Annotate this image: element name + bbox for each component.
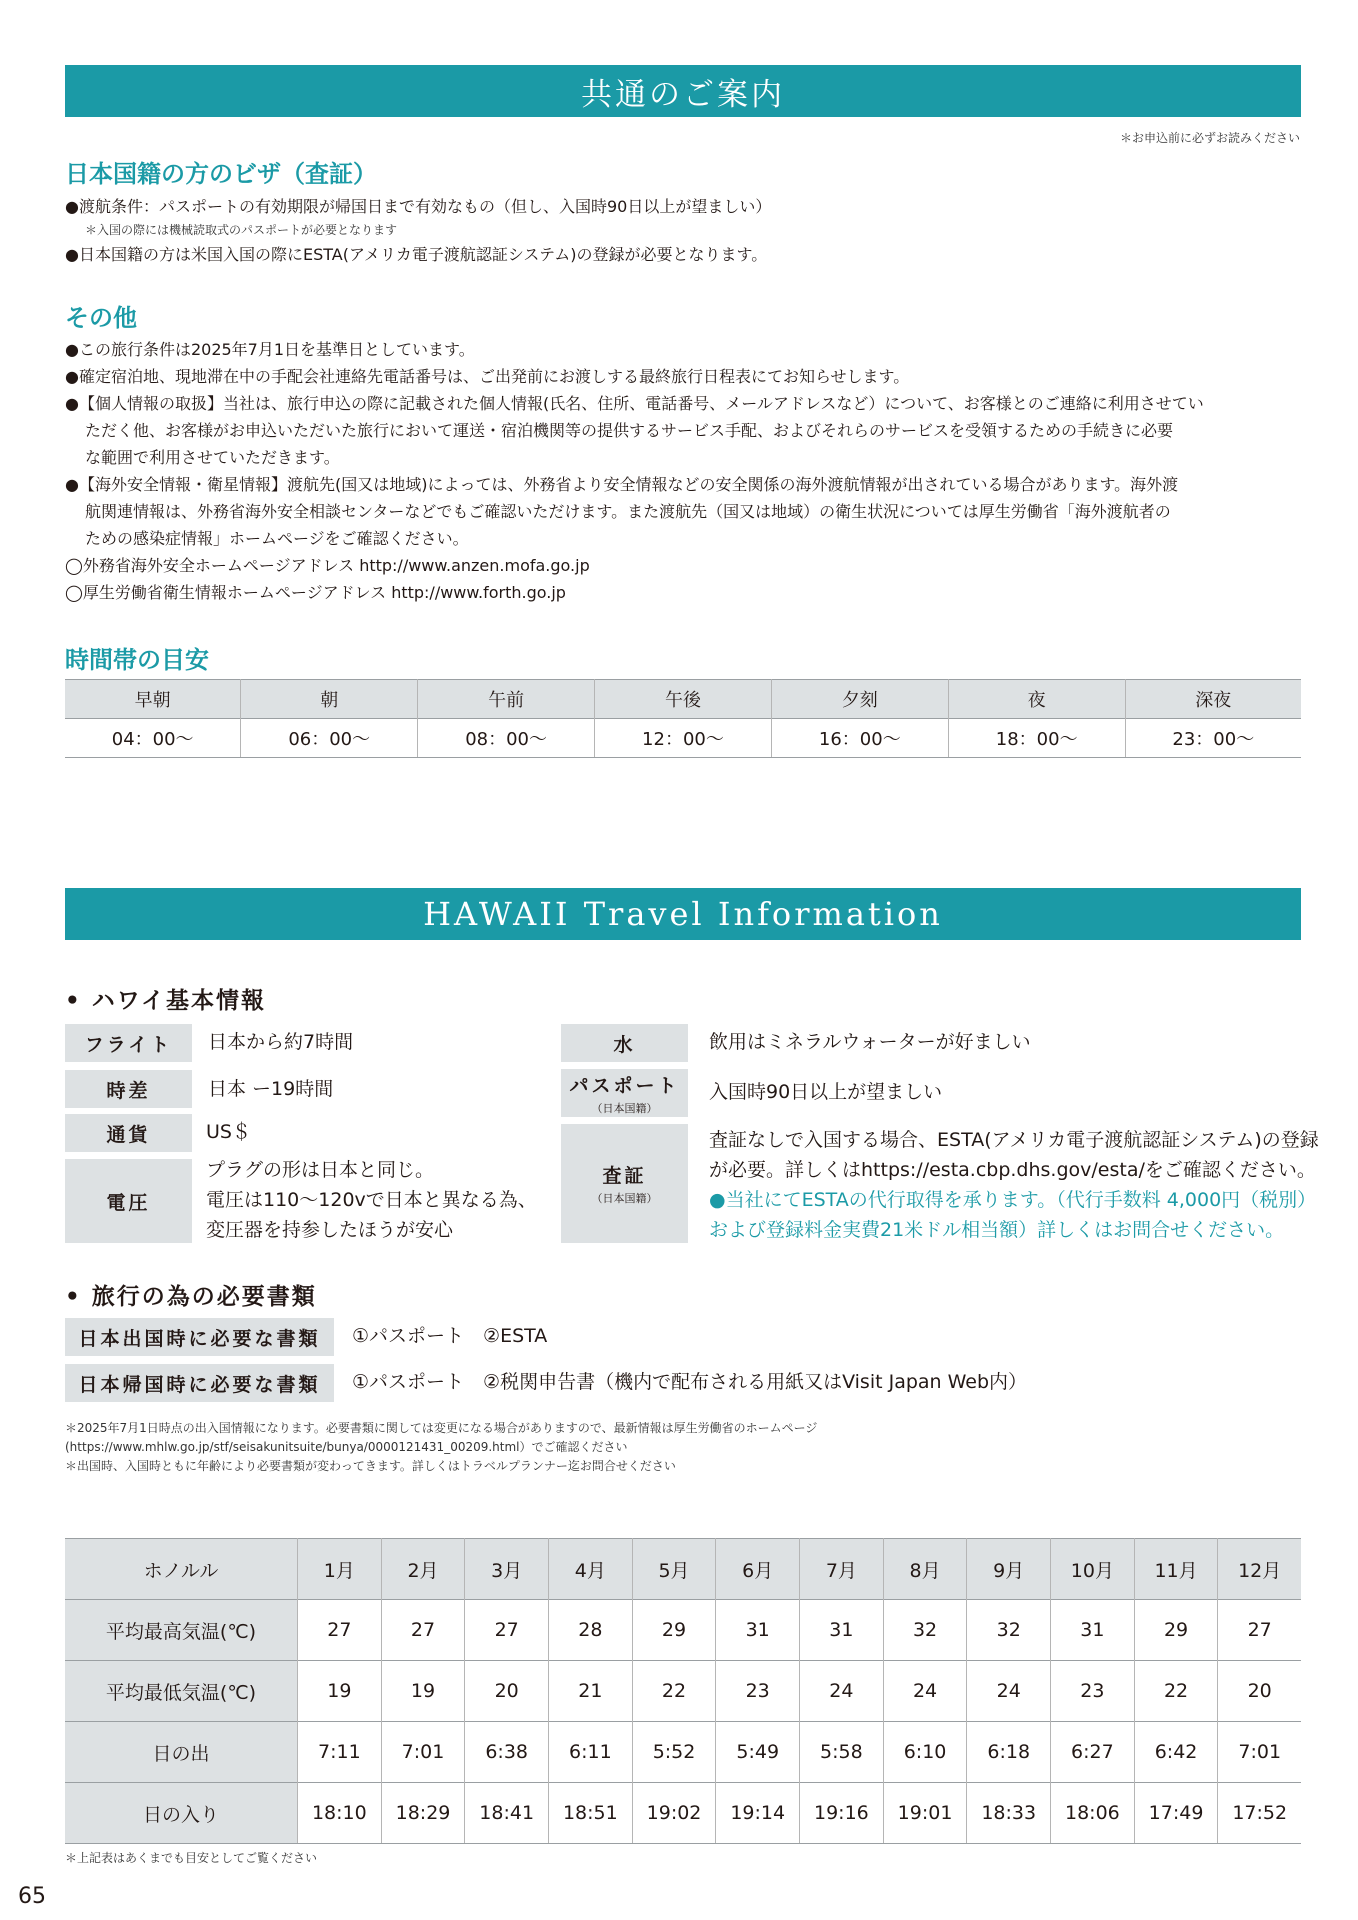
water-label-text: 水 <box>613 1033 636 1056</box>
other-heading: その他 <box>65 303 137 332</box>
climate-header-row <box>65 1539 1301 1600</box>
climate-row-max-temp <box>65 1600 1301 1661</box>
month-header-cell: 2月 <box>381 1539 465 1600</box>
climate-cell: 31 <box>716 1600 800 1661</box>
climate-cell: 19:01 <box>883 1783 967 1844</box>
documents-notes <box>65 1419 817 1476</box>
visa-line-2: が必要。詳しくはhttps://esta.cbp.dhs.gov/esta/をご確認ください。 <box>709 1159 1316 1181</box>
climate-footnote: ＊上記表はあくまでも目安としてご覧ください <box>65 1851 318 1865</box>
row-label: 日の入り <box>65 1783 298 1844</box>
climate-cell: 19:14 <box>716 1783 800 1844</box>
flight-value: 日本から約7時間 <box>208 1031 354 1053</box>
basic-info-heading: • ハワイ基本情報 <box>65 988 267 1014</box>
documents-note-3: ＊出国時、入国時ともに年齢により必要書類が変わってきます。詳しくはトラベルプランナー迄お問合せください <box>65 1459 676 1473</box>
water-label <box>561 1024 688 1062</box>
month-header-cell: 9月 <box>967 1539 1051 1600</box>
time-value-cell: 04：00〜 <box>65 719 241 758</box>
visa-value <box>709 1125 1319 1245</box>
visa-label-text: 査証 <box>602 1165 647 1187</box>
time-label-cell: 朝 <box>241 680 418 719</box>
climate-cell: 32 <box>883 1600 967 1661</box>
month-header-cell: 12月 <box>1218 1539 1301 1600</box>
climate-cell: 17:52 <box>1218 1783 1301 1844</box>
water-value: 飲用はミネラルウォーターが好ましい <box>709 1031 1031 1053</box>
time-label-cell: 夜 <box>948 680 1125 719</box>
time-value-cell: 08：00〜 <box>418 719 595 758</box>
departure-docs-label <box>65 1318 334 1356</box>
visa-label <box>561 1124 688 1243</box>
currency-label-text: 通貨 <box>106 1123 151 1146</box>
climate-cell: 18:41 <box>465 1783 549 1844</box>
return-docs-label <box>65 1364 334 1402</box>
esta-service-line-1: ●当社にてESTAの代行取得を承ります。（代行手数料 4,000円（税別） <box>709 1189 1317 1211</box>
page-number: 65 <box>18 1884 46 1909</box>
time-value-cell: 12：00〜 <box>595 719 772 758</box>
climate-cell: 21 <box>549 1661 633 1722</box>
month-header-cell: 7月 <box>800 1539 884 1600</box>
voltage-line-2: 電圧は110〜120vで日本と異なる為、 <box>206 1189 537 1211</box>
voltage-value <box>206 1155 537 1245</box>
other-item-4 <box>65 471 1305 552</box>
climate-cell: 6:38 <box>465 1722 549 1783</box>
climate-cell: 24 <box>883 1661 967 1722</box>
climate-cell: 20 <box>465 1661 549 1722</box>
visa-item-1-note: ＊入国の際には機械読取式のパスポートが必要となります <box>85 223 398 237</box>
other-item-3-line-3: な範囲で利用させていただきます。 <box>85 448 340 467</box>
month-header-cell: 10月 <box>1051 1539 1135 1600</box>
climate-cell: 6:10 <box>883 1722 967 1783</box>
mofa-url-item: ◯外務省海外安全ホームページアドレス http://www.anzen.mofa.go.jp <box>65 556 590 575</box>
climate-cell: 6:11 <box>549 1722 633 1783</box>
climate-cell: 18:10 <box>298 1783 382 1844</box>
climate-cell: 29 <box>1134 1600 1218 1661</box>
time-value-cell: 06：00〜 <box>241 719 418 758</box>
row-label: 平均最低気温(℃) <box>65 1661 298 1722</box>
climate-cell: 24 <box>800 1661 884 1722</box>
month-header-cell: 11月 <box>1134 1539 1218 1600</box>
row-label: 日の出 <box>65 1722 298 1783</box>
other-item-3-line-1: ●【個人情報の取扱】当社は、旅行申込の際に記載された個人情報(氏名、住所、電話番号、メールアドレスなど）について、お客様とのご連絡に利用させてい <box>65 394 1204 413</box>
hawaii-section-title: HAWAII Travel Information <box>65 888 1301 940</box>
flight-label <box>65 1024 192 1062</box>
voltage-label <box>65 1159 192 1243</box>
time-label-row <box>65 680 1301 719</box>
visa-heading: 日本国籍の方のビザ（査証） <box>65 159 377 188</box>
passport-label-sub: （日本国籍） <box>591 1101 658 1115</box>
climate-cell: 23 <box>1051 1661 1135 1722</box>
climate-cell: 5:49 <box>716 1722 800 1783</box>
climate-cell: 32 <box>967 1600 1051 1661</box>
climate-cell: 28 <box>549 1600 633 1661</box>
time-label-cell: 深夜 <box>1125 680 1301 719</box>
timediff-label <box>65 1070 192 1108</box>
flight-label-text: フライト <box>84 1033 173 1056</box>
documents-heading: • 旅行の為の必要書類 <box>65 1284 317 1310</box>
climate-cell: 18:33 <box>967 1783 1051 1844</box>
time-value-cell: 23：00〜 <box>1125 719 1301 758</box>
climate-cell: 19:16 <box>800 1783 884 1844</box>
time-value-cell: 16：00〜 <box>771 719 948 758</box>
other-item-3-line-2: ただく他、お客様がお申込いただいた旅行において運送・宿泊機関等の提供するサービス手配、およびそれらのサービスを受領するための手続きに必要 <box>85 421 1174 440</box>
esta-service-line-2: および登録料金実費21米ドル相当額）詳しくはお問合せください。 <box>709 1219 1285 1241</box>
climate-cell: 20 <box>1218 1661 1301 1722</box>
climate-cell: 19:02 <box>632 1783 716 1844</box>
currency-value: US＄ <box>206 1121 251 1143</box>
time-heading: 時間帯の目安 <box>65 645 209 674</box>
climate-cell: 6:18 <box>967 1722 1051 1783</box>
passport-label-text: パスポート <box>569 1074 680 1097</box>
currency-label <box>65 1114 192 1152</box>
climate-cell: 5:52 <box>632 1722 716 1783</box>
climate-cell: 27 <box>381 1600 465 1661</box>
voltage-line-1: プラグの形は日本と同じ。 <box>206 1159 435 1181</box>
passport-label <box>561 1069 688 1117</box>
departure-docs-label-text: 日本出国時に必要な書類 <box>78 1327 321 1350</box>
timediff-value: 日本 ー19時間 <box>208 1078 334 1100</box>
return-docs-value: ①パスポート ②税関申告書（機内で配布される用紙又はVisit Japan Web内） <box>352 1371 1028 1393</box>
climate-cell: 18:06 <box>1051 1783 1135 1844</box>
climate-cell: 7:11 <box>298 1722 382 1783</box>
other-item-4-line-1: ●【海外安全情報・衛星情報】渡航先(国又は地域)によっては、外務省より安全情報などの安全関係の海外渡航情報が出されている場合があります。海外渡 <box>65 475 1179 494</box>
climate-cell: 19 <box>298 1661 382 1722</box>
time-table <box>65 679 1301 758</box>
time-value-cell: 18：00〜 <box>948 719 1125 758</box>
read-before-note: ＊お申込前に必ずお読みください <box>1119 131 1300 145</box>
month-header-cell: 8月 <box>883 1539 967 1600</box>
visa-line-1: 査証なしで入国する場合、ESTA(アメリカ電子渡航認証システム)の登録 <box>709 1129 1319 1151</box>
common-section-title: 共通のご案内 <box>65 65 1301 117</box>
time-label-cell: 早朝 <box>65 680 241 719</box>
time-label-cell: 午後 <box>595 680 772 719</box>
time-value-row <box>65 719 1301 758</box>
documents-note-2: (https://www.mhlw.go.jp/stf/seisakunitsuite/bunya/0000121431_00209.html）でご確認ください <box>65 1440 628 1454</box>
climate-cell: 6:42 <box>1134 1722 1218 1783</box>
climate-cell: 19 <box>381 1661 465 1722</box>
other-list <box>65 336 1305 606</box>
climate-cell: 18:29 <box>381 1783 465 1844</box>
mhlw-url-item: ◯厚生労働省衛生情報ホームページアドレス http://www.forth.go.jp <box>65 583 566 602</box>
other-item-3 <box>65 390 1305 471</box>
climate-cell: 22 <box>1134 1661 1218 1722</box>
passport-value: 入国時90日以上が望ましい <box>709 1081 943 1103</box>
climate-cell: 31 <box>800 1600 884 1661</box>
climate-cell: 6:27 <box>1051 1722 1135 1783</box>
timediff-label-text: 時差 <box>106 1079 151 1102</box>
climate-cell: 17:49 <box>1134 1783 1218 1844</box>
month-header-cell: 5月 <box>632 1539 716 1600</box>
climate-row-sunset <box>65 1783 1301 1844</box>
other-item-4-line-2: 航関連情報は、外務省海外安全相談センターなどでもご確認いただけます。また渡航先（国又は地域）の衛生状況については厚生労働省「海外渡航者の <box>85 502 1171 521</box>
climate-cell: 7:01 <box>381 1722 465 1783</box>
departure-docs-value: ①パスポート ②ESTA <box>352 1325 548 1347</box>
climate-cell: 27 <box>298 1600 382 1661</box>
visa-label-sub: （日本国籍） <box>591 1192 658 1205</box>
climate-cell: 5:58 <box>800 1722 884 1783</box>
voltage-line-3: 変圧器を持参したほうが安心 <box>206 1219 454 1241</box>
climate-cell: 29 <box>632 1600 716 1661</box>
voltage-label-text: 電圧 <box>106 1191 151 1214</box>
return-docs-label-text: 日本帰国時に必要な書類 <box>78 1373 321 1396</box>
other-item-2: ●確定宿泊地、現地滞在中の手配会社連絡先電話番号は、ご出発前にお渡しする最終旅行日程表にてお知らせします。 <box>65 367 910 386</box>
climate-cell: 27 <box>1218 1600 1301 1661</box>
month-header-cell: 3月 <box>465 1539 549 1600</box>
climate-row-min-temp <box>65 1661 1301 1722</box>
climate-cell: 18:51 <box>549 1783 633 1844</box>
climate-cell: 23 <box>716 1661 800 1722</box>
climate-cell: 24 <box>967 1661 1051 1722</box>
time-label-cell: 午前 <box>418 680 595 719</box>
documents-note-1: ＊2025年7月1日時点の出入国情報になります。必要書類に関しては変更になる場合がありますので、最新情報は厚生労働省のホームページ <box>65 1421 818 1435</box>
other-item-1: ●この旅行条件は2025年7月1日を基準日としています。 <box>65 340 475 359</box>
row-label: 平均最高気温(℃) <box>65 1600 298 1661</box>
climate-cell: 27 <box>465 1600 549 1661</box>
visa-item-2: ●日本国籍の方は米国入国の際にESTA(アメリカ電子渡航認証システム)の登録が必要となります。 <box>65 245 768 264</box>
climate-cell: 31 <box>1051 1600 1135 1661</box>
month-header-cell: 6月 <box>716 1539 800 1600</box>
climate-table <box>65 1538 1301 1844</box>
visa-item-1: ●渡航条件：パスポートの有効期限が帰国日まで有効なもの（但し、入国時90日以上が望ましい） <box>65 197 772 216</box>
other-item-4-line-3: ための感染症情報」ホームページをご確認ください。 <box>85 529 469 548</box>
month-header-cell: 1月 <box>298 1539 382 1600</box>
month-header-cell: 4月 <box>549 1539 633 1600</box>
climate-city-cell: ホノルル <box>65 1539 298 1600</box>
climate-cell: 22 <box>632 1661 716 1722</box>
time-label-cell: 夕刻 <box>771 680 948 719</box>
climate-cell: 7:01 <box>1218 1722 1301 1783</box>
climate-row-sunrise <box>65 1722 1301 1783</box>
